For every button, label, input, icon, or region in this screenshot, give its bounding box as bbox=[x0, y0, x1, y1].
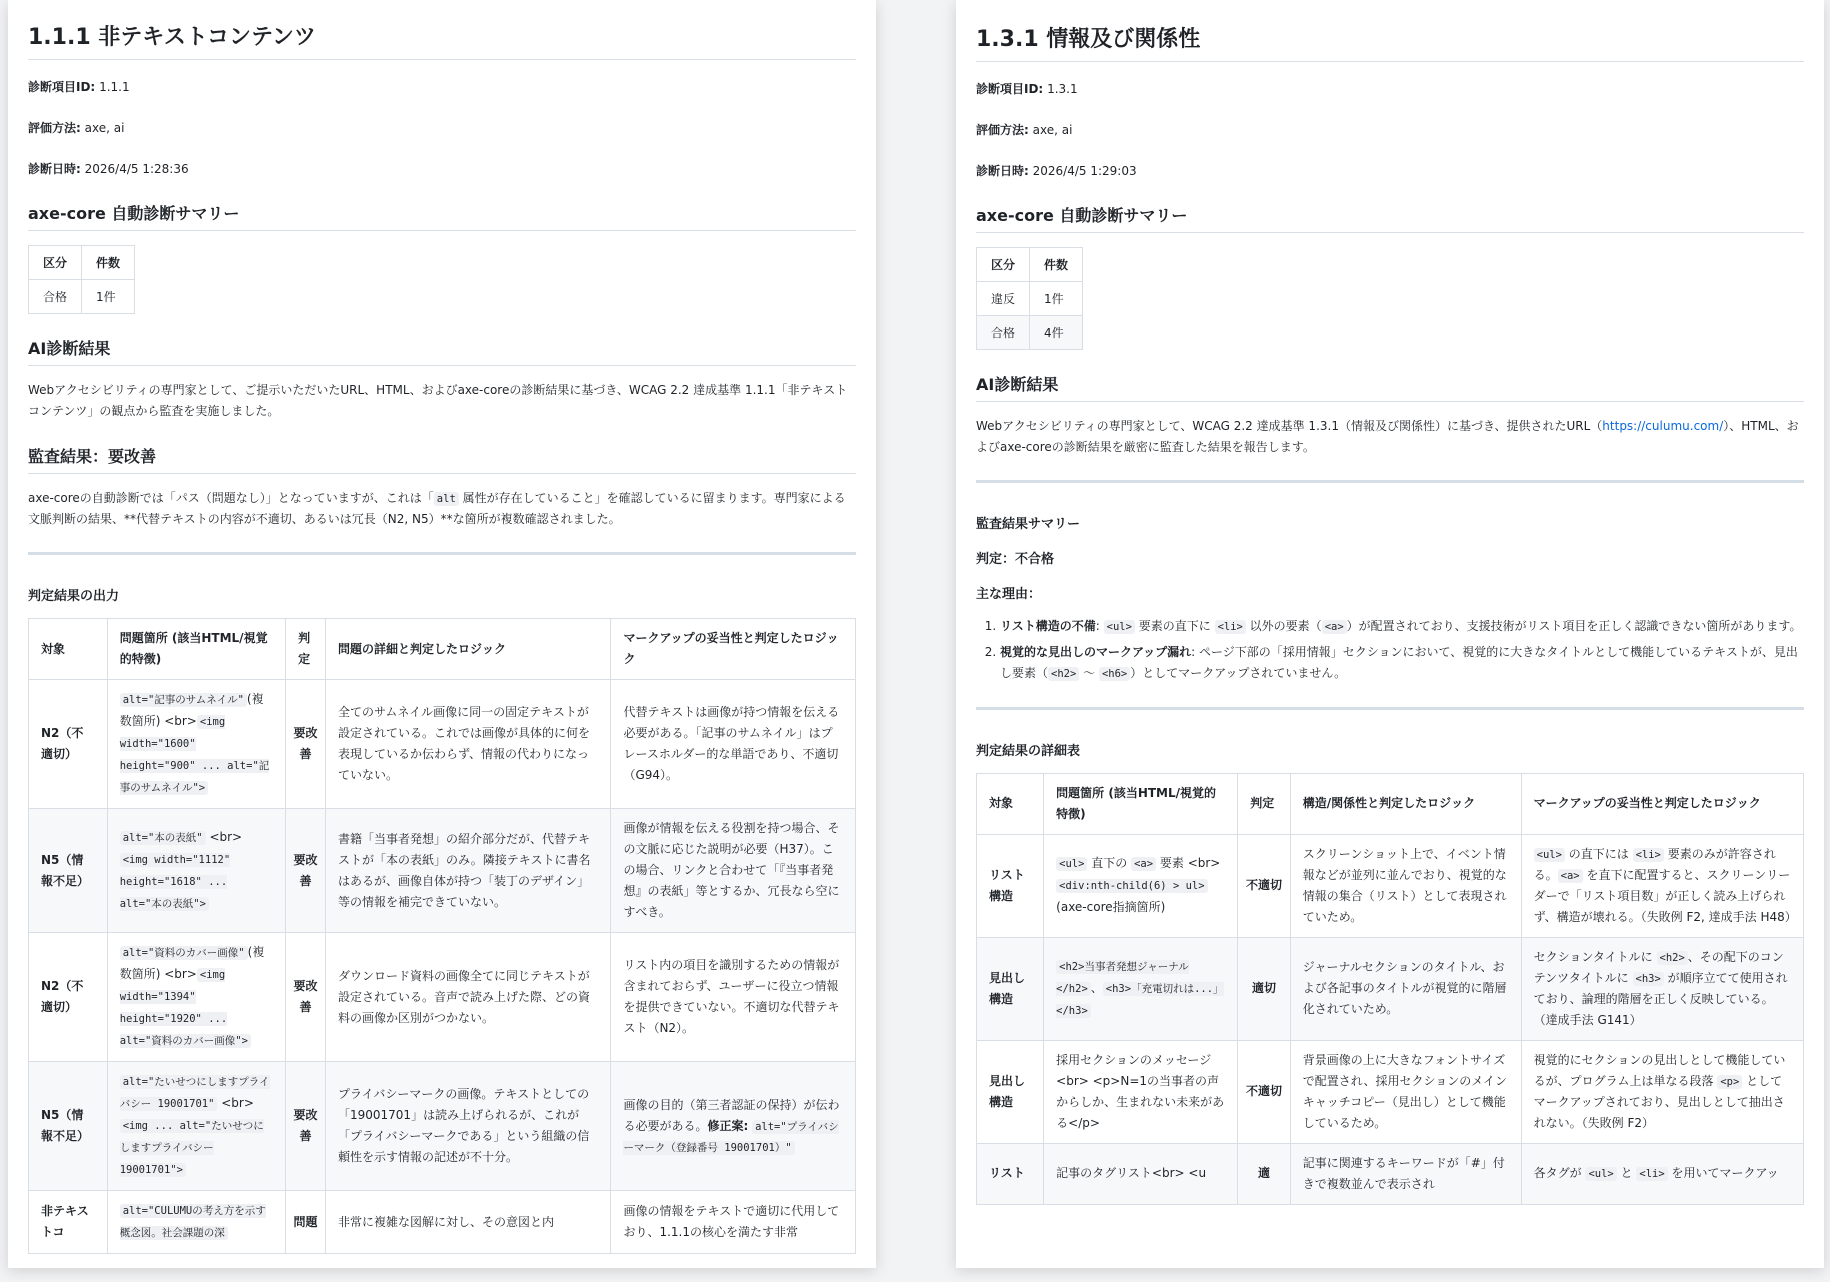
meta-date: 診断日時: 2026/4/5 1:28:36 bbox=[28, 162, 189, 176]
result-table bbox=[28, 618, 856, 1254]
ai-intro: Webアクセシビリティの専門家として、WCAG 2.2 達成基準 1.3.1（情報及び関係性）に基づき、提供されたURL（https://culumu.com/）、HTML、およびaxe-coreの診断結果を厳密に監査した結果を報告します。 bbox=[976, 419, 1799, 454]
col-category: 区分 bbox=[977, 248, 1030, 282]
culumu-link[interactable]: https://culumu.com/ bbox=[1602, 419, 1724, 433]
col-logic: マークアップの妥当性と判定したロジック bbox=[1521, 773, 1803, 834]
detail-heading: 判定結果の詳細表 bbox=[976, 743, 1081, 759]
page-title: 1.3.1 情報及び関係性 bbox=[976, 22, 1804, 62]
col-detail: 問題の詳細と判定したロジック bbox=[325, 619, 610, 680]
col-verdict: 判定 bbox=[1238, 773, 1290, 834]
table-row: 合格 1件 bbox=[29, 280, 135, 314]
reasons-list bbox=[976, 616, 1804, 685]
meta-item-id: 診断項目ID: 1.3.1 bbox=[976, 82, 1078, 96]
audit-text: axe-coreの自動診断では「パス（問題なし）」となっていますが、これは「 alt 属性が存在していること」を確認しているに留まります。専門家による文脈判断の結果、**代替テキストの内容が不適切、あるいは冗長（N2, N5）**な箇所が複数確認されました。 bbox=[28, 491, 846, 526]
result-table bbox=[976, 773, 1804, 1205]
col-target: 対象 bbox=[29, 619, 108, 680]
col-category: 区分 bbox=[29, 246, 82, 280]
divider bbox=[28, 552, 856, 555]
axe-summary-table bbox=[28, 245, 135, 314]
verdict-line: 判定：不合格 bbox=[976, 552, 1055, 567]
meta-item-id: 診断項目ID: 1.1.1 bbox=[28, 80, 130, 94]
table-row: 違反 1件 bbox=[977, 282, 1083, 316]
axe-summary-heading: axe-core 自動診断サマリー bbox=[976, 203, 1804, 233]
list-item: 2. 視覚的な見出しのマークアップ漏れ: ページ下部の「採用情報」セクションにおいて、視覚的に大きなタイトルとして機能しているテキストが、見出し要素（ <h2> 〜 <h6> ）としてマークアップされていません。 bbox=[1000, 642, 1804, 685]
table-row: N2（不適切） alt="資料のカバー画像" (複数箇所) <br> <img width="1394" height="1920" ... alt="資料のカバー画像"> 要改善 ダウンロード資料の画像全てに同じテキストが設定されている。音声で読み上げた際、どの資料の画像か区別がつかない。 リスト内の項目を識別するための情報が含まれておらず、ユーザーに役立つ情報を提供できていない。不適切な代替テキスト（N2）。 bbox=[29, 933, 856, 1062]
table-row: N5（情報不足） alt="本の表紙" <br> <img width="1112" height="1618" ... alt="本の表紙"> 要改善 書籍「当事者発想」の紹介部分だが、代替テキストが「本の表紙」のみ。隣接テキストに書名はあるが、画像自体が持つ「装丁のデザイン」等の情報を補完できていない。 画像が情報を伝える役割を持つ場合、その文脈に応じた説明が必要（H37）。この場合、リンクと合わせて「『当事者発想』の表紙」等とするか、冗長なら空にすべき。 bbox=[29, 809, 856, 933]
meta-method: 評価方法: axe, ai bbox=[28, 121, 125, 135]
ai-intro: Webアクセシビリティの専門家として、ご提示いただいたURL、HTML、およびaxe-coreの診断結果に基づき、WCAG 2.2 達成基準 1.1.1「非テキストコンテンツ」の観点から監査を実施しました。 bbox=[28, 383, 848, 418]
col-logic: マークアップの妥当性と判定したロジック bbox=[611, 619, 856, 680]
meta-method: 評価方法: axe, ai bbox=[976, 123, 1073, 137]
col-verdict: 判定 bbox=[286, 619, 326, 680]
col-place: 問題箇所 (該当HTML/視覚的特徴) bbox=[107, 619, 285, 680]
divider bbox=[976, 707, 1804, 710]
col-detail: 構造/関係性と判定したロジック bbox=[1290, 773, 1521, 834]
output-heading: 判定結果の出力 bbox=[28, 589, 120, 604]
col-place: 問題箇所 (該当HTML/視覚的特徴) bbox=[1044, 773, 1238, 834]
ai-result-heading: AI診断結果 bbox=[976, 372, 1804, 402]
table-row: 非テキストコ alt="CULUMUの考え方を示す概念図。社会課題の深 問題 非常に複雑な図解に対し、その意図と内 画像の情報をテキストで適切に代用しており、1.1.1の核心を満たす非常 bbox=[29, 1191, 856, 1254]
list-item: 1. リスト構造の不備: <ul> 要素の直下に <li> 以外の要素（ <a> ）が配置されており、支援技術がリスト項目を正しく認識できない箇所があります。 bbox=[1000, 616, 1804, 638]
divider bbox=[976, 480, 1804, 483]
ai-result-heading: AI診断結果 bbox=[28, 336, 856, 366]
col-target: 対象 bbox=[977, 773, 1044, 834]
axe-summary-heading: axe-core 自動診断サマリー bbox=[28, 201, 856, 231]
table-row: リスト構造 <ul> 直下の <a> 要素 <br> <div:nth-child(6) > ul> (axe-core指摘箇所) 不適切 スクリーンショット上で、イベント情報などが並列に並んでおり、視覚的な情報の集合（リスト）として表現されていため。 <ul> の直下には <li> 要素のみが許容される。 <a> を直下に配置すると、スクリーンリーダーで「リスト項目数」が正しく読み上げられず、構造が壊れる。（失敗例 F2, 達成手法 H48） bbox=[977, 834, 1804, 937]
col-count: 件数 bbox=[82, 246, 135, 280]
summary-heading: 監査結果サマリー bbox=[976, 517, 1081, 532]
table-row: 合格 4件 bbox=[977, 316, 1083, 350]
table-row: 見出し構造 <h2>当事者発想ジャーナル</h2> 、 <h3>「充電切れは...」</h3> 適切 ジャーナルセクションのタイトル、および各記事のタイトルが視覚的に階層化されていため。 セクションタイトルに <h2> 、その配下のコンテンツタイトルに <h3> が順序立てて使用されており、論理的階層を正しく反映している。（達成手法 G141） bbox=[977, 937, 1804, 1040]
axe-summary-table bbox=[976, 247, 1083, 350]
report-card-1-1-1 bbox=[8, 0, 876, 1268]
page-title: 1.1.1 非テキストコンテンツ bbox=[28, 20, 856, 60]
table-row: N5（情報不足） alt="たいせつにしますプライバシー 19001701" <br> <img ... alt="たいせつにしますプライバシー 19001701"> 要改善 プライバシーマークの画像。テキストとしての「19001701」は読み上げられるが、これが「プライバシーマークである」という組織の信頼性を示す情報の記述が不十分。 画像の目的（第三者認証の保持）が伝わる必要がある。修正案: alt="プライバシーマーク（登録番号 19001701）" bbox=[29, 1062, 856, 1191]
reasons-heading: 主な理由： bbox=[976, 587, 1042, 602]
meta-date: 診断日時: 2026/4/5 1:29:03 bbox=[976, 164, 1137, 178]
report-card-1-3-1 bbox=[956, 0, 1824, 1268]
table-row: N2（不適切） alt="記事のサムネイル" (複数箇所) <br> <img width="1600" height="900" ... alt="記事のサムネイル"> 要改善 全てのサムネイル画像に同一の固定テキストが設定されている。これでは画像が具体的に何を表現しているか伝わらず、情報の代わりになっていない。 代替テキストは画像が持つ情報を伝える必要がある。「記事のサムネイル」はプレースホルダー的な単語であり、不適切（G94）。 bbox=[29, 680, 856, 809]
audit-heading: 監査結果：要改善 bbox=[28, 444, 856, 474]
col-count: 件数 bbox=[1030, 248, 1083, 282]
table-row: リスト 記事のタグリスト<br> <u 適 記事に関連するキーワードが「#」付きで複数並んで表示され 各タグが <ul> と <li> を用いてマークアッ bbox=[977, 1143, 1804, 1204]
table-row: 見出し構造 採用セクションのメッセージ<br> <p>N=1の当事者の声からしか、生まれない未来がある</p> 不適切 背景画像の上に大きなフォントサイズで配置され、採用セクションのメインキャッチコピー（見出し）として機能しているため。 視覚的にセクションの見出しとして機能しているが、プログラム上は単なる段落 <p> としてマークアップされており、見出しとして抽出されない。（失敗例 F2） bbox=[977, 1040, 1804, 1143]
